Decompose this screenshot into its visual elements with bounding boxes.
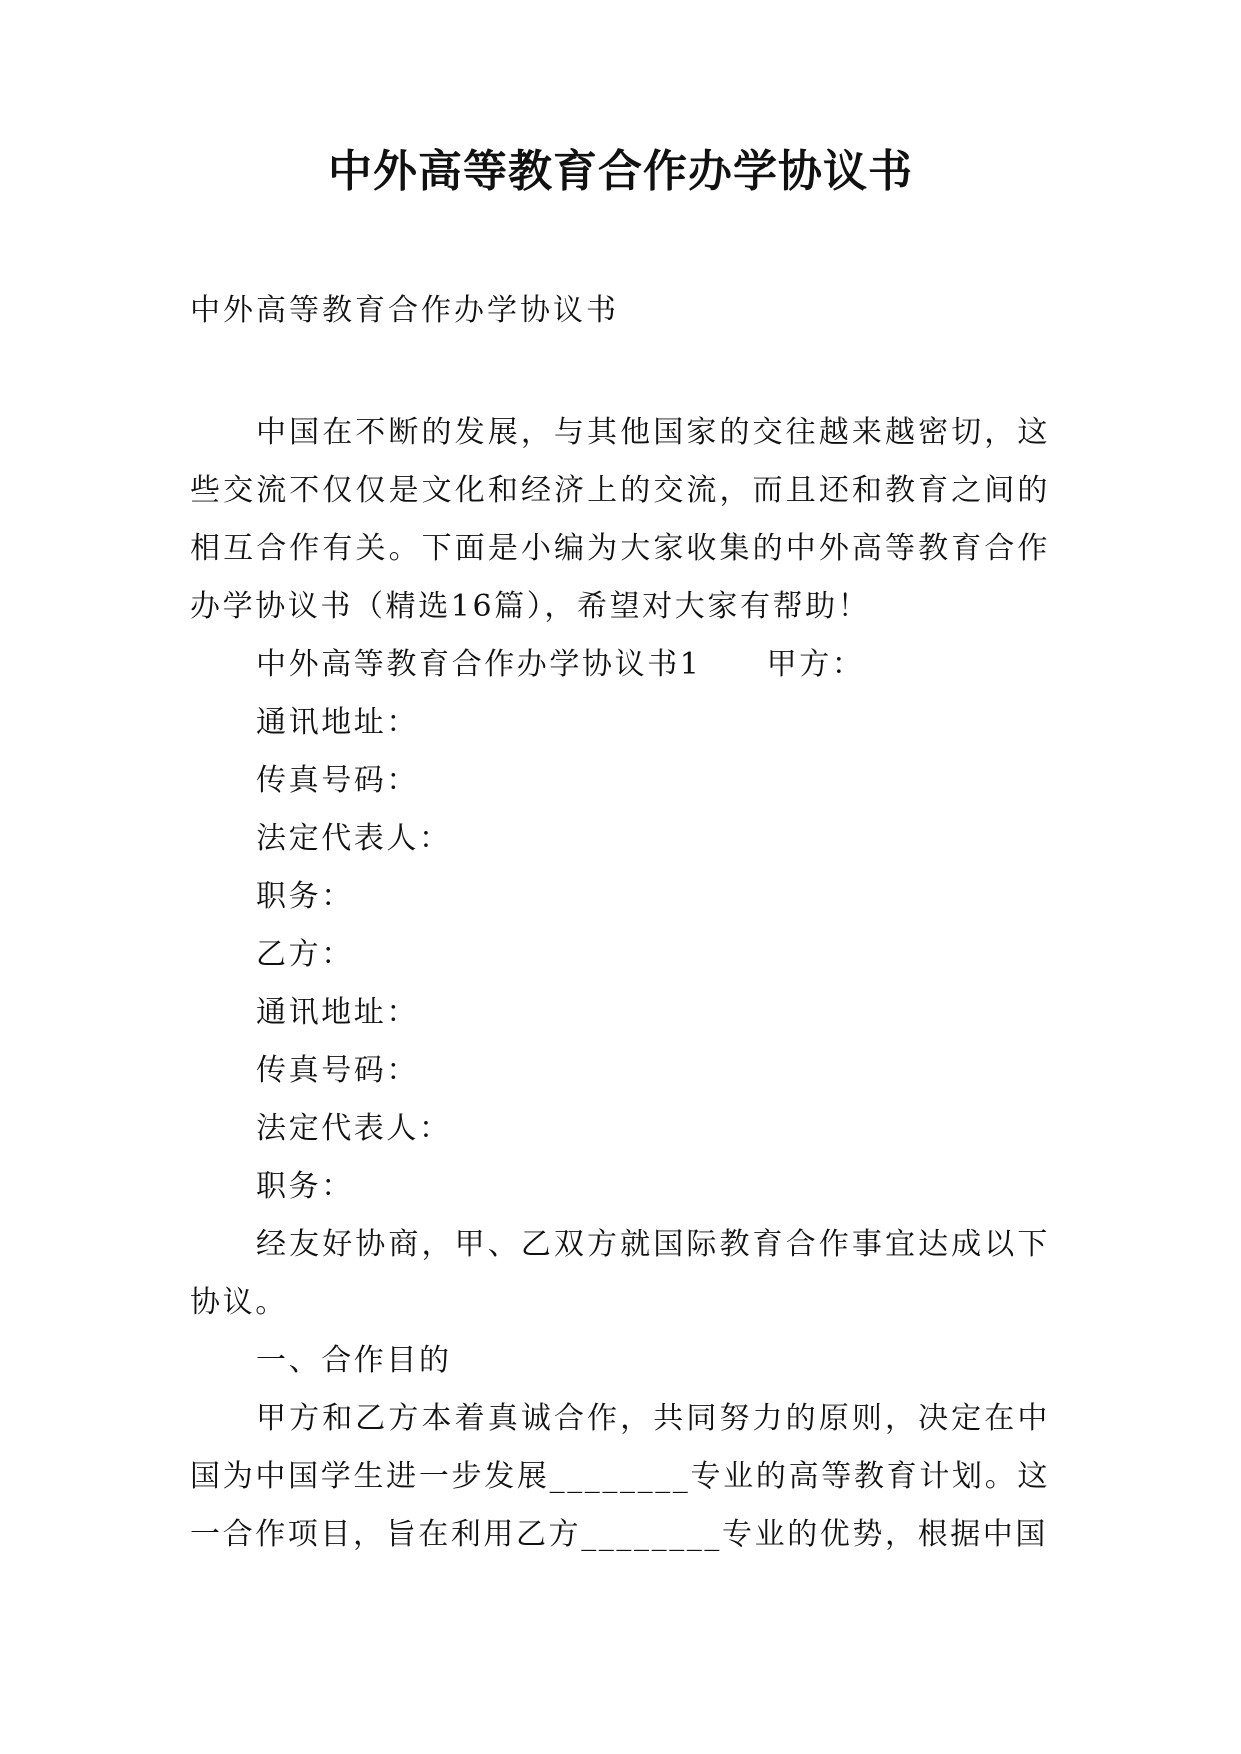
party-a-position-label: 职务： (256, 879, 354, 914)
party-b-address-label: 通讯地址： (256, 995, 419, 1030)
purpose-paragraph: 甲方和乙方本着真诚合作，共同努力的原则，决定在中国为中国学生进一步发展________专业的高等教育计划。这一合作项目，旨在利用乙方________专业的优势，根据中国 (190, 1401, 1050, 1552)
intro-paragraph: 中国在不断的发展，与其他国家的交往越来越密切，这些交流不仅仅是文化和经济上的交流，而且还和教育之间的相互合作有关。下面是小编为大家收集的中外高等教育合作办学协议书（精选16篇），希望对大家有帮助！ (190, 415, 1050, 624)
party-a-fax-label: 传真号码： (256, 763, 419, 798)
agreement-preamble: 经友好协商，甲、乙双方就国际教育合作事宜达成以下协议。 (190, 1227, 1050, 1320)
party-a-address-label: 通讯地址： (256, 705, 419, 740)
agreement-heading-party-a: 中外高等教育合作办学协议书1 甲方： (256, 647, 865, 682)
party-a-representative-label: 法定代表人： (256, 821, 452, 856)
document-title: 中外高等教育合作办学协议书 (328, 146, 913, 197)
document-subtitle: 中外高等教育合作办学协议书 (190, 293, 619, 328)
party-b-fax-label: 传真号码： (256, 1053, 419, 1088)
party-b-position-label: 职务： (256, 1169, 354, 1204)
document-body (190, 404, 1050, 1564)
party-b-representative-label: 法定代表人： (256, 1111, 452, 1146)
party-b-label: 乙方： (256, 937, 354, 972)
section-heading-purpose: 一、合作目的 (256, 1343, 452, 1378)
